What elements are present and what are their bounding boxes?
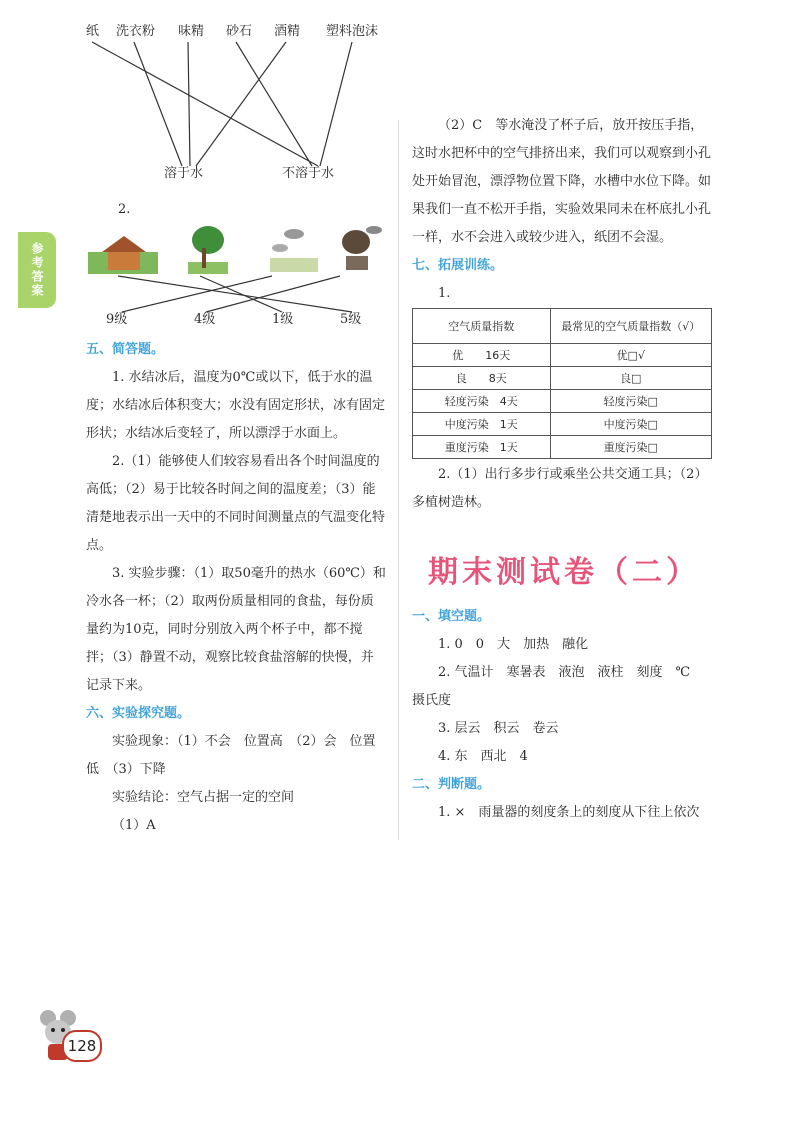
judge-answer-1: 1. × 雨量器的刻度条上的刻度从下往上依次 <box>438 805 700 820</box>
section-5-answer-1: 1. 水结冰后，温度为0℃或以下，低于水的温度；水结冰后体积变大；水没有固定形状，冰有固定形状；水结冰后变轻了，所以漂浮于水面上。 <box>86 370 386 441</box>
section-6-title: 六、实验探究题。 <box>86 706 191 721</box>
air-quality-table <box>412 308 712 459</box>
match-item-detergent: 洗衣粉 <box>116 24 156 39</box>
page-number: 128 <box>62 1030 102 1062</box>
mark-cell: 中度污染□ <box>550 413 711 436</box>
level-cell: 轻度污染 <box>444 395 489 408</box>
wind-level-9: 9级 <box>106 312 128 327</box>
question-number: 2. <box>118 202 131 217</box>
judge-title: 二、判断题。 <box>412 777 491 792</box>
table-header: 空气质量指数 <box>413 309 551 344</box>
match-item-foam: 塑料泡沫 <box>326 24 379 39</box>
fill-in-answer-4: 4. 东 西北 4 <box>438 749 528 764</box>
fill-in-answer-1: 1. 0 0 大 加热 融化 <box>438 637 589 652</box>
table-header: 最常见的空气质量指数（√） <box>550 309 711 344</box>
days-cell: 8天 <box>488 372 507 385</box>
wind-level-5: 5级 <box>340 312 362 327</box>
section-6-conclusion: 实验结论：空气占据一定的空间 <box>112 790 295 805</box>
section-7-title: 七、拓展训练。 <box>412 258 504 273</box>
match-item-paper: 纸 <box>86 24 100 39</box>
table-row <box>413 390 712 413</box>
wind-level-1: 1级 <box>272 312 294 327</box>
table-row <box>413 436 712 459</box>
section-6-phenomenon: 实验现象：（1）不会 位置高 （2）会 位置低 （3）下降 <box>86 734 376 777</box>
match-item-msg: 味精 <box>178 24 205 39</box>
level-cell: 中度污染 <box>444 418 489 431</box>
section-5-title: 五、简答题。 <box>86 342 165 357</box>
fill-in-title: 一、填空题。 <box>412 609 491 624</box>
section-5-answer-3: 3. 实验步骤：（1）取50毫升的热水（60℃）和冷水各一杯；（2）取两份质量相同的食盐，每份质量约为10克，同时分别放入两个杯子中，都不搅拌；（3）静置不动，观察比较食盐溶解的快慢，并记录下来。 <box>86 566 386 693</box>
wind-level-4: 4级 <box>194 312 216 327</box>
level-cell: 优 <box>452 349 464 362</box>
table-row <box>413 413 712 436</box>
right-column <box>412 112 716 827</box>
fill-in-answer-2: 2. 气温计 寒暑表 液泡 液柱 刻度 ℃ 摄氏度 <box>412 665 704 708</box>
mark-cell: 良□ <box>550 367 711 390</box>
days-cell: 16天 <box>485 349 511 362</box>
section-5-answer-2: 2.（1）能够使人们较容易看出各个时间温度的高低；（2）易于比较各时间之间的温度差；（3）能清楚地表示出一天中的不同时间测量点的气温变化特点。 <box>86 454 386 553</box>
table-row <box>413 367 712 390</box>
mark-cell: 重度污染□ <box>550 436 711 459</box>
section-7-q1: 1. <box>438 286 451 301</box>
days-cell: 1天 <box>499 441 518 454</box>
match-item-alcohol: 酒精 <box>274 24 301 39</box>
level-cell: 重度污染 <box>444 441 489 454</box>
fill-in-answer-3: 3. 层云 积云 卷云 <box>438 721 559 736</box>
experiment-answer-c: （2）C 等水淹没了杯子后，放开按压手指，这时水把杯中的空气排挤出来，我们可以观察到小孔处开始冒泡，漂浮物位置下降，水槽中水位下降。如果我们一直不松开手指，实验效果同未在杯底扎小孔一样，水不会进入或较少进入，纸团不会湿。 <box>412 118 712 245</box>
answer-key-tab: 参考答案 <box>18 232 56 308</box>
match-target-soluble: 溶于水 <box>164 166 204 181</box>
left-column <box>86 336 386 840</box>
match-target-insoluble: 不溶于水 <box>282 166 335 181</box>
mark-cell: 优□√ <box>550 344 711 367</box>
days-cell: 4天 <box>499 395 518 408</box>
mark-cell: 轻度污染□ <box>550 390 711 413</box>
matching-lines-2 <box>0 0 400 330</box>
days-cell: 1天 <box>499 418 518 431</box>
match-item-sand: 砂石 <box>226 24 253 39</box>
section-7-q2: 2.（1）出行多步行或乘坐公共交通工具；（2）多植树造林。 <box>412 467 708 510</box>
section-6-answer: （1）A <box>112 818 156 833</box>
level-cell: 良 <box>455 372 467 385</box>
exam-title: 期末测试卷（二） <box>428 555 700 590</box>
table-row <box>413 344 712 367</box>
column-divider <box>398 120 399 840</box>
